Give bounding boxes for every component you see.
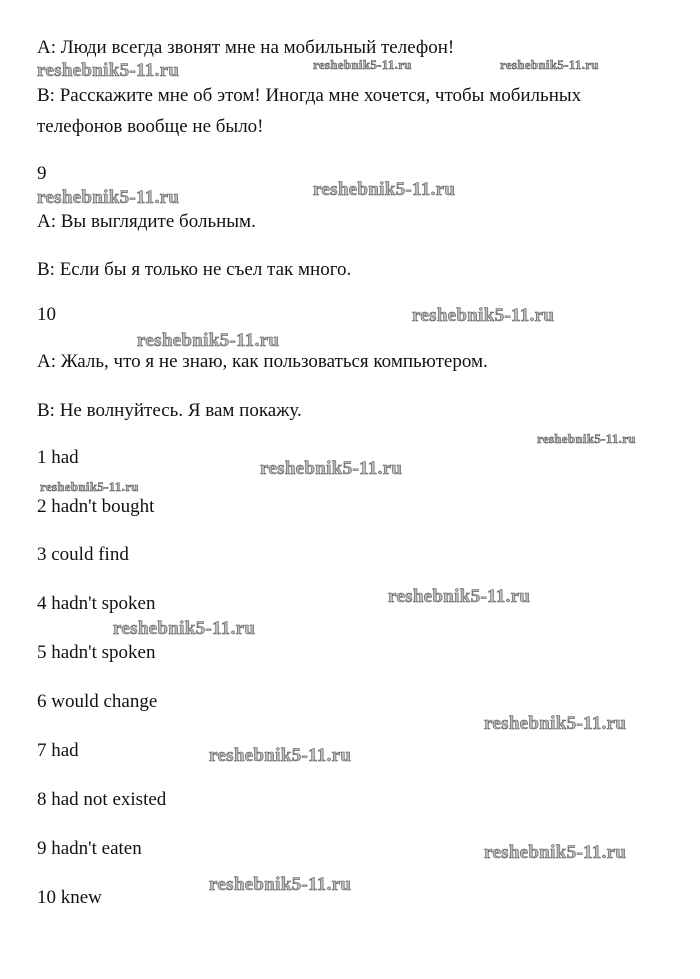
- watermark: reshebnik5-11.ru: [500, 57, 599, 72]
- answer-8: 8 had not existed: [37, 789, 167, 810]
- dialogue-10-line-a: А: Жаль, что я не знаю, как пользоваться компьютером.: [37, 351, 488, 372]
- watermark: reshebnik5-11.ru: [412, 305, 555, 326]
- watermark: reshebnik5-11.ru: [537, 431, 636, 446]
- item-number-9: 9: [37, 163, 47, 184]
- watermark: reshebnik5-11.ru: [260, 458, 403, 479]
- dialogue-8-line-b: В: Расскажите мне об этом! Иногда мне хочется, чтобы мобильных: [37, 85, 582, 106]
- answer-6: 6 would change: [37, 691, 158, 712]
- watermark: reshebnik5-11.ru: [209, 874, 352, 895]
- dialogue-9-line-a: А: Вы выглядите больным.: [37, 211, 256, 232]
- answer-7: 7 had: [37, 740, 79, 761]
- watermark: reshebnik5-11.ru: [313, 179, 456, 200]
- watermark: reshebnik5-11.ru: [113, 618, 256, 639]
- answer-3: 3 could find: [37, 544, 129, 565]
- item-number-10: 10: [37, 304, 56, 325]
- watermark: reshebnik5-11.ru: [484, 713, 627, 734]
- dialogue-8-line-a: А: Люди всегда звонят мне на мобильный телефон!: [37, 37, 455, 58]
- answer-10: 10 knew: [37, 887, 102, 908]
- watermark: reshebnik5-11.ru: [388, 586, 531, 607]
- answer-2: 2 hadn't bought: [37, 496, 155, 517]
- dialogue-10-line-b: В: Не волнуйтесь. Я вам покажу.: [37, 400, 302, 421]
- watermark: reshebnik5-11.ru: [484, 842, 627, 863]
- answer-4: 4 hadn't spoken: [37, 593, 156, 614]
- watermark: reshebnik5-11.ru: [40, 479, 139, 494]
- answer-9: 9 hadn't eaten: [37, 838, 142, 859]
- dialogue-9-line-b: В: Если бы я только не съел так много.: [37, 259, 352, 280]
- answer-5: 5 hadn't spoken: [37, 642, 156, 663]
- watermark: reshebnik5-11.ru: [137, 330, 280, 351]
- watermark: reshebnik5-11.ru: [37, 60, 180, 81]
- answer-1: 1 had: [37, 447, 79, 468]
- watermark: reshebnik5-11.ru: [313, 57, 412, 72]
- watermark: reshebnik5-11.ru: [37, 187, 180, 208]
- dialogue-8-line-b-continued: телефонов вообще не было!: [37, 116, 264, 137]
- watermark: reshebnik5-11.ru: [209, 745, 352, 766]
